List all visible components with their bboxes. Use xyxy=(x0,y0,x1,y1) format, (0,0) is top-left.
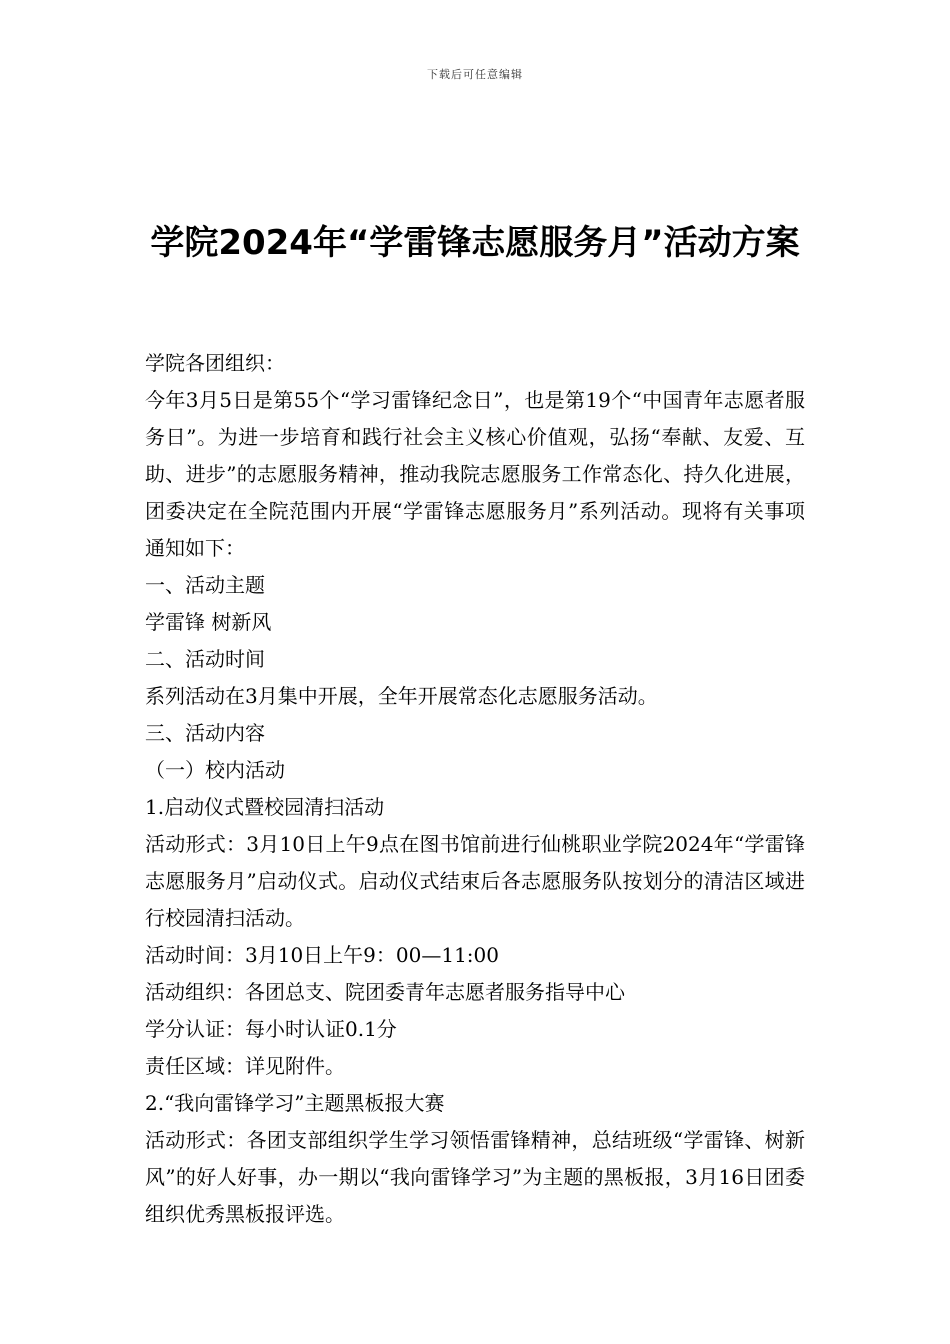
section-heading-time: 二、活动时间 xyxy=(145,647,265,671)
document-body xyxy=(145,345,805,1233)
blackboard-form-text: 活动形式：各团支部组织学生学习领悟雷锋精神，总结班级“学雷锋、树新风”的好人好事，办一期以“我向雷锋学习”为主题的黑板报，3月16日团委组织优秀黑板报评选。 xyxy=(145,1128,805,1226)
launch-form-text: 活动形式：3月10日上午9点在图书馆前进行仙桃职业学院2024年“学雷锋志愿服务月”启动仪式。启动仪式结束后各志愿服务队按划分的清洁区域进行校园清扫活动。 xyxy=(145,832,805,930)
time-text: 系列活动在3月集中开展，全年开展常态化志愿服务活动。 xyxy=(145,684,658,708)
document-title: 学院2024年“学雷锋志愿服务月”活动方案 xyxy=(150,223,800,263)
item-heading-blackboard: 2.“我向雷锋学习”主题黑板报大赛 xyxy=(145,1091,445,1115)
section-heading-theme: 一、活动主题 xyxy=(145,573,265,597)
item-heading-launch: 1.启动仪式暨校园清扫活动 xyxy=(145,795,385,819)
salutation: 学院各团组织： xyxy=(145,351,285,375)
intro-paragraph: 今年3月5日是第55个“学习雷锋纪念日”，也是第19个“中国青年志愿者服务日”。为进一步培育和践行社会主义核心价值观，弘扬“奉献、友爱、互助、进步”的志愿服务精神，推动我院志愿服务工作常态化、持久化进展，团委决定在全院范围内开展“学雷锋志愿服务月”系列活动。现将有关事项通知如下： xyxy=(145,388,805,560)
launch-time-text: 活动时间：3月10日上午9：00—11:00 xyxy=(145,943,499,967)
launch-credit-text: 学分认证：每小时认证0.1分 xyxy=(145,1017,397,1041)
theme-text: 学雷锋 树新风 xyxy=(145,610,272,634)
launch-area-text: 责任区域：详见附件。 xyxy=(145,1054,345,1078)
subsection-heading-campus: （一）校内活动 xyxy=(145,758,285,782)
launch-organizer-text: 活动组织：各团总支、院团委青年志愿者服务指导中心 xyxy=(145,980,625,1004)
page-header-note: 下载后可任意编辑 xyxy=(427,68,523,81)
section-heading-content: 三、活动内容 xyxy=(145,721,265,745)
